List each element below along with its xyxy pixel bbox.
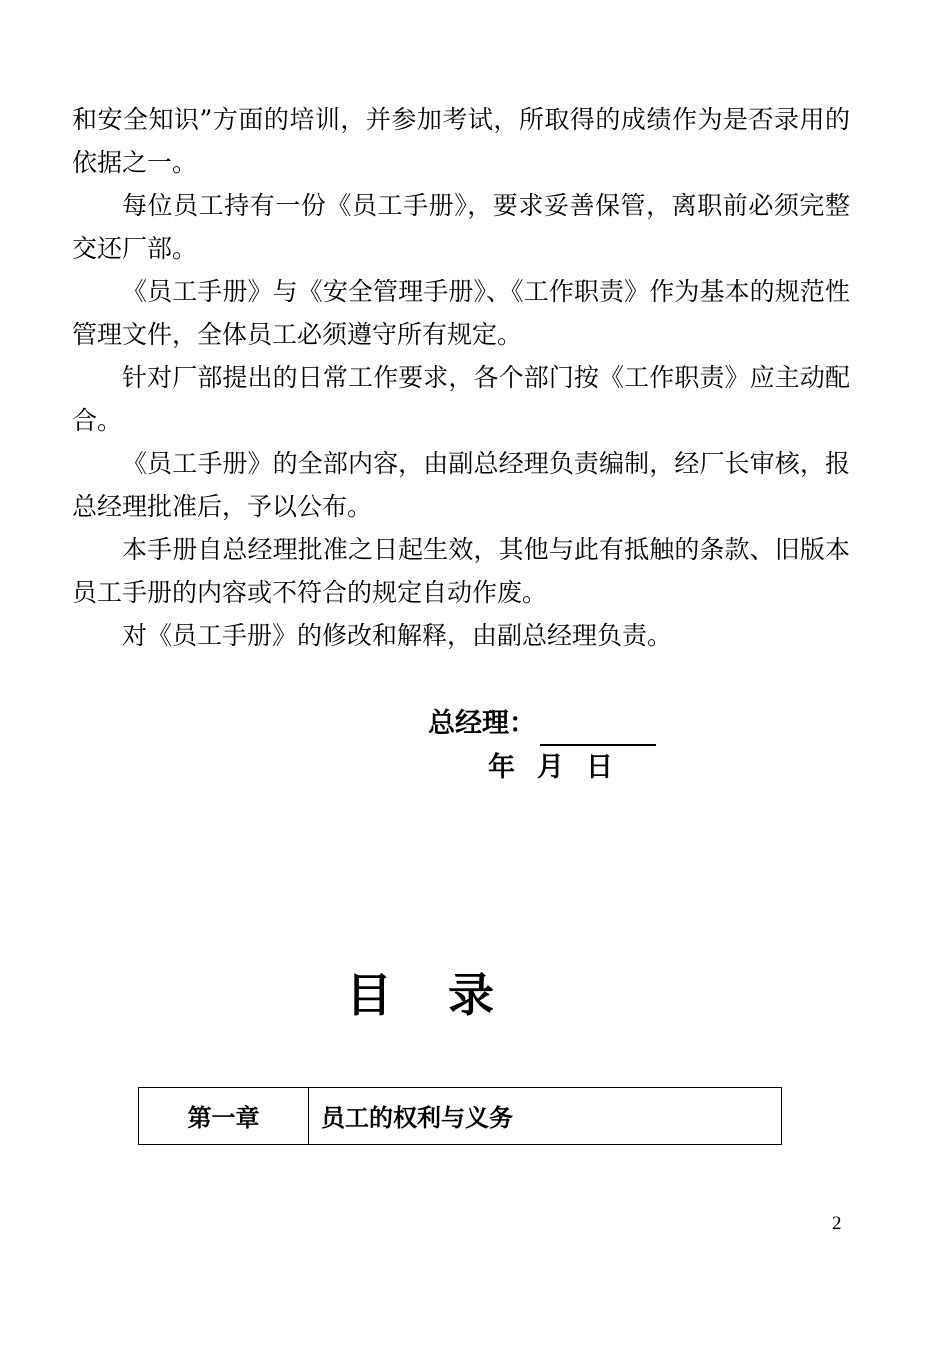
paragraph: 对《员工手册》的修改和解释，由副总经理负责。 <box>122 621 673 650</box>
toc-table <box>138 1087 782 1145</box>
paragraph-continuation: 和安全知识”方面的培训，并参加考试，所取得的成绩作为是否录用的依据之一。 <box>72 105 850 177</box>
paragraph: 本手册自总经理批准之日起生效，其他与此有抵触的条款、旧版本员工手册的内容或不符合的规定自动作废。 <box>72 535 850 607</box>
date-month: 月 <box>537 752 564 783</box>
paragraph: 《员工手册》的全部内容，由副总经理负责编制，经厂长审核，报总经理批准后，予以公布。 <box>72 449 850 521</box>
paragraph: 针对厂部提出的日常工作要求，各个部门按《工作职责》应主动配合。 <box>72 363 850 435</box>
signature-date <box>488 746 613 790</box>
date-year: 年 <box>488 752 515 783</box>
paragraph: 《员工手册》与《安全管理手册》、《工作职责》作为基本的规范性管理文件，全体员工必须遵守所有规定。 <box>72 277 850 349</box>
toc-title: 目 录 <box>345 968 514 1022</box>
signature-block <box>428 702 656 746</box>
signature-line <box>540 714 656 746</box>
paragraph: 每位员工持有一份《员工手册》，要求妥善保管，离职前必须完整交还厂部。 <box>72 191 850 263</box>
toc-title-cell: 员工的权利与义务 <box>321 1104 513 1132</box>
page-number: 2 <box>832 1213 842 1234</box>
signature-label: 总经理： <box>428 708 536 739</box>
toc-chapter-cell: 第一章 <box>139 1088 309 1144</box>
date-day: 日 <box>586 752 613 783</box>
body-text <box>72 98 850 657</box>
